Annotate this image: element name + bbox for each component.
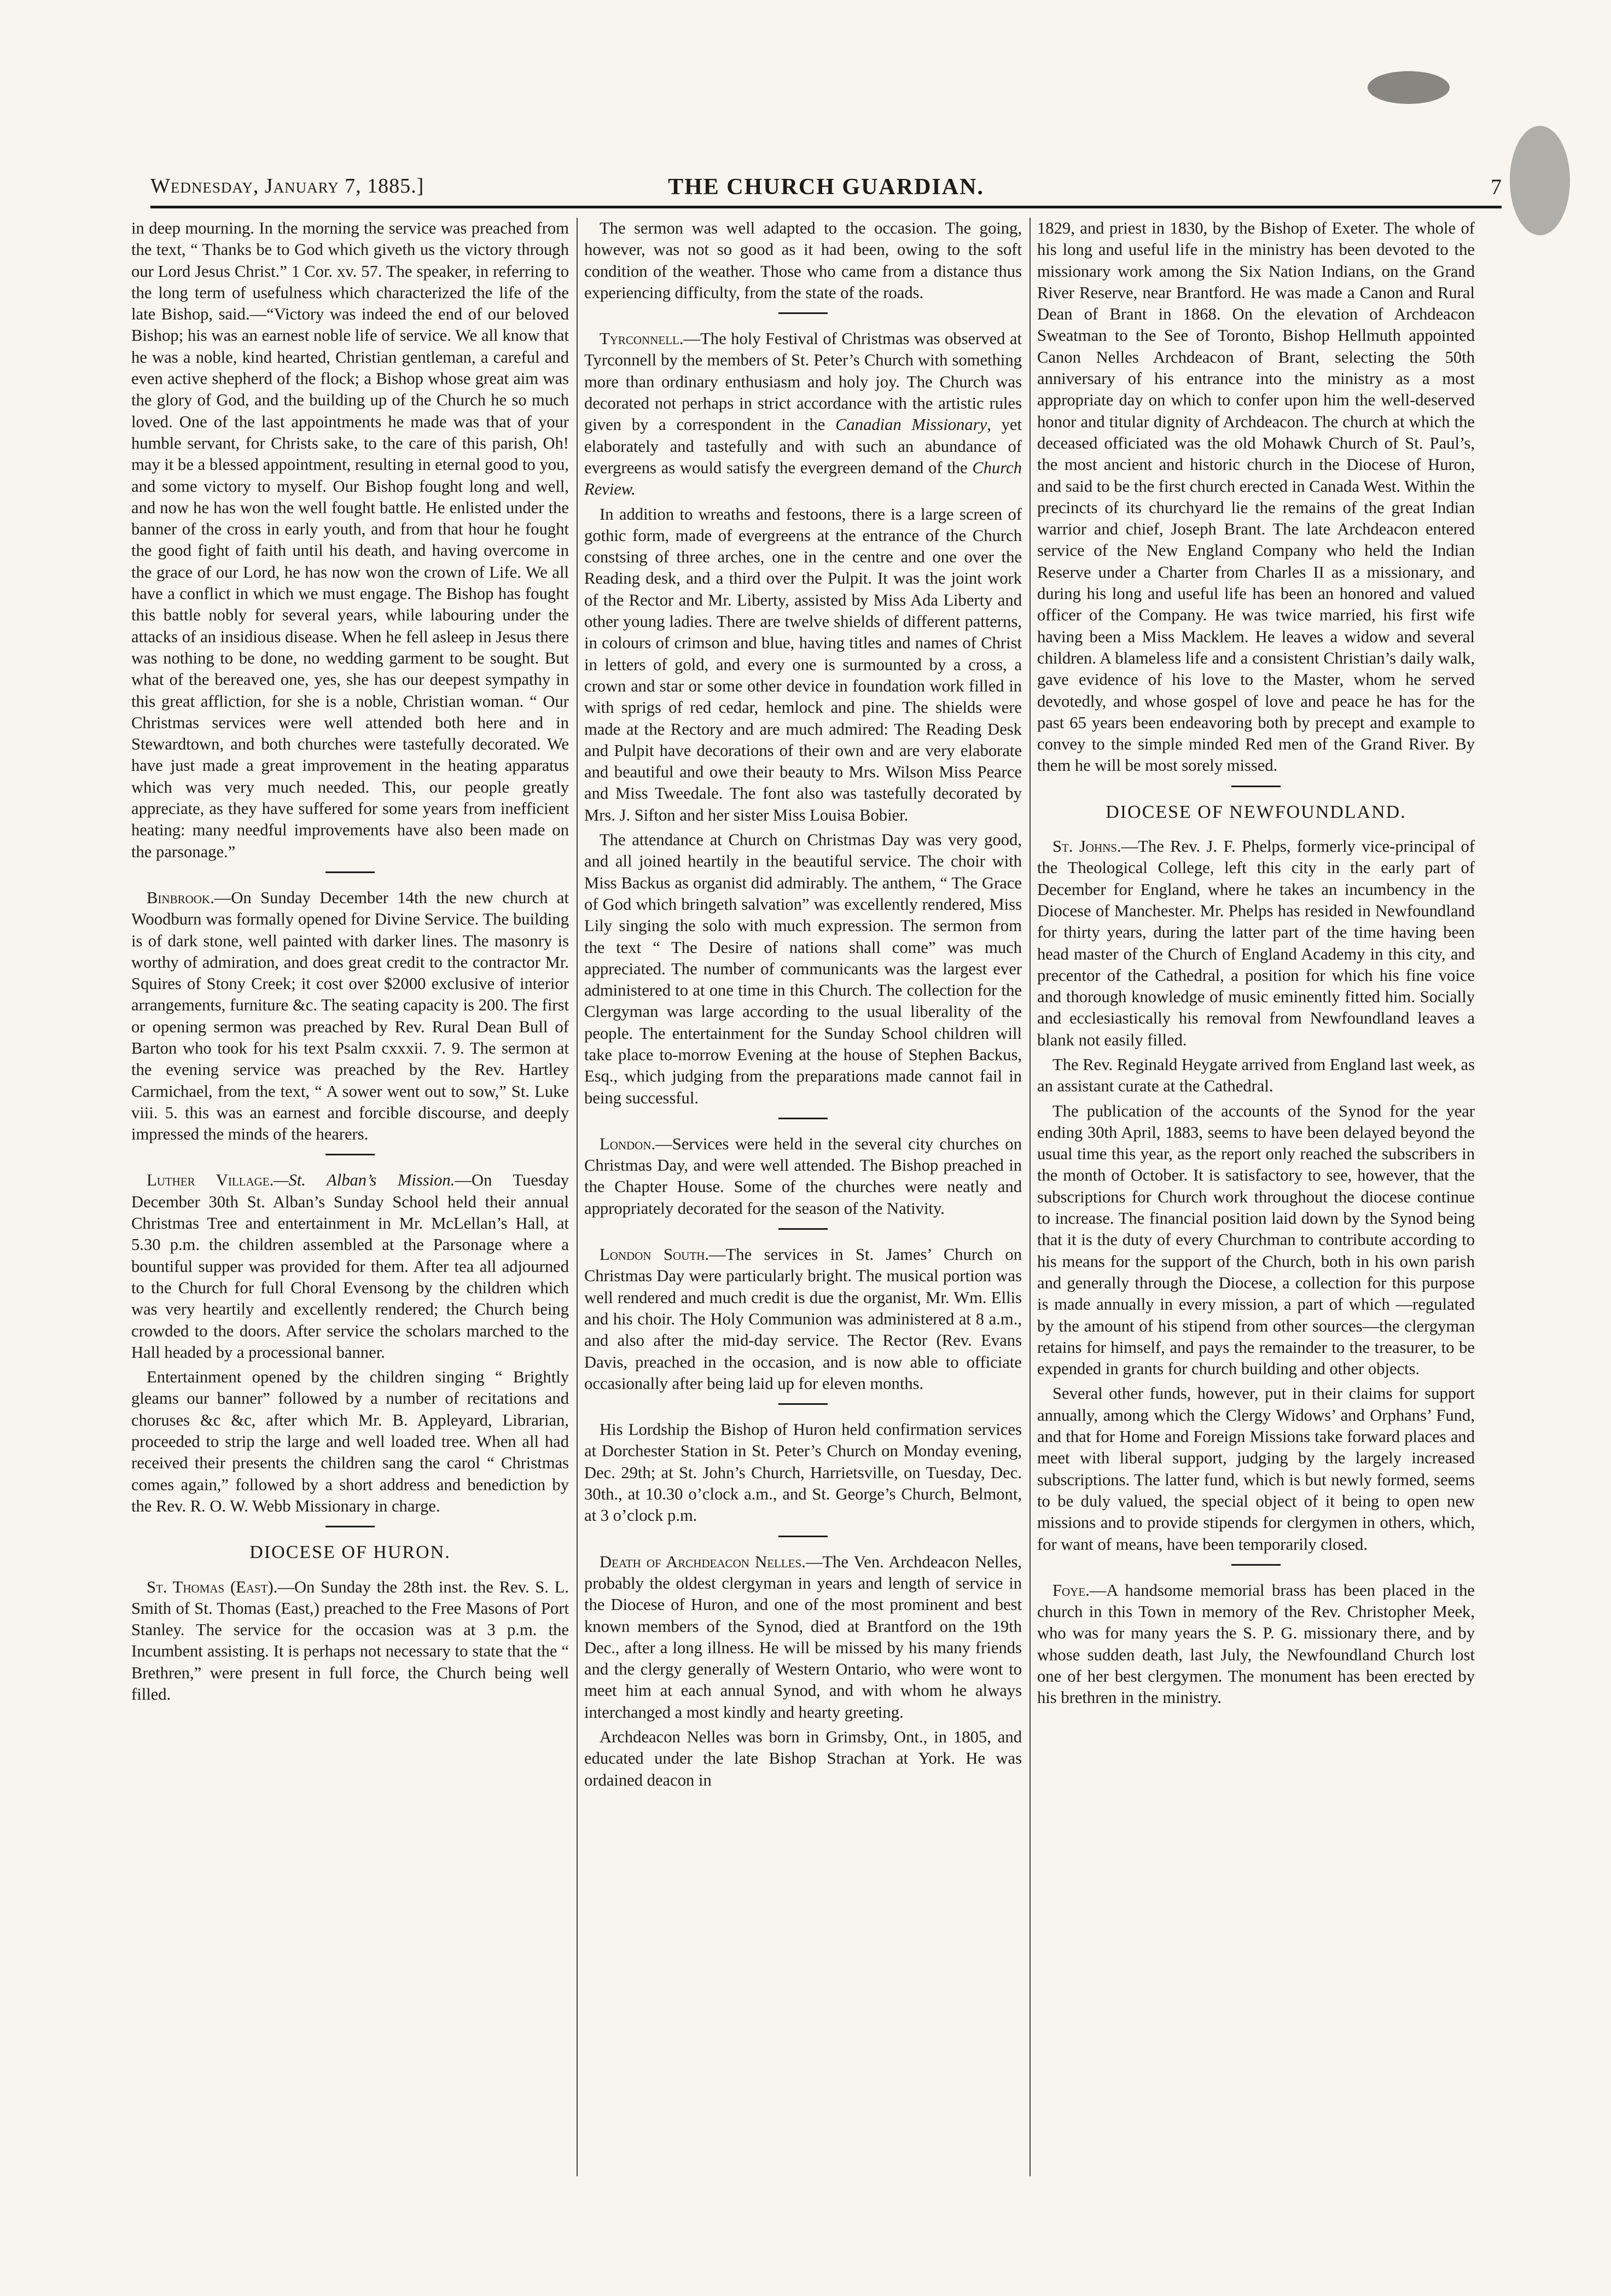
paragraph: [131, 887, 569, 1146]
paragraph: The attendance at Church on Christmas Day was very good, and all joined heartily in the beautiful service. The choir with Miss Backus as organist did admirably. The anthem, “ The Grace of God which bringeth salvation” was excellently rendered, Miss Lily singing the solo with much expression. The sermon from the text “ The Desire of nations shall come” was much appreciated. The number of communicants was the largest ever administered to at one time in this Church. The collection for the Clergyman was large according to the usual liberality of the people. The entertainment for the Sunday School children will take place to-morrow Evening at the house of Stephen Backus, Esq., which judging from the preparations made cannot fail in being successful.: [584, 830, 1022, 1107]
paragraph-text: —On Sunday December 14th the new church at Woodburn was formally opened for Divine Service. The building is of dark stone, well painted with darker lines. The masonry is worthy of admiration, and does great credit to the contractor Mr. Squires of Stony Creek; it cost over $2000 exclusive of interior arrangements, furniture &c. The seating capacity is 200. The first or opening sermon was preached by Rev. Rural Dean Bull of Barton who took for his text Psalm cxxxii. 7. 9. The sermon at the evening service was preached by the Rev. Hartley Carmichael, from the text, “ A sower went out to sow,” St. Luke viii. 5. this was an earnest and forcible discourse, and deeply impressed the minds of the hearers.: [131, 888, 569, 1144]
ink-blot: [1368, 71, 1450, 104]
paragraph: 1829, and priest in 1830, by the Bishop of Exeter. The whole of his long and useful life in the ministry has been devoted to the missionary work among the Six Nation Indians, on the Grand River Reserve, near Brantford. He was made a Canon and Rural Dean of Brant in 1868. On the elevation of Archdeacon Sweatman to the See of Toronto, Bishop Hellmuth appointed Canon Nelles Archdeacon of Brant, selecting the 50th anniversary of his entrance into the ministry as a most appropriate day on which to confer upon him the well-deserved honor and titular dignity of Archdeacon. The church at which the deceased officiated was the old Mohawk Church of St. Paul’s, the most ancient and historic church in the Diocese of Huron, and said to be the first church erected in Canada West. Within the precincts of its churchyard lie the remains of the great Indian warrior and chief, Joseph Brant. The late Archdeacon entered service of the New England Company who held the Indian Reserve under a Charter from Charles II as a missionary, and during his long and useful life has been an honored and valued officer of the Company. He was twice married, his first wife having been a Miss Macklem. He leaves a widow and several children. A blameless life and a consistent Christian’s daily walk, gave evidence of his love to the Master, whom he served devotedly, and whose gospel of love and peace he has for the past 65 years been endeavoring both by precept and example to convey to the simple minded Red men of the Grand River. By them he will be most sorely missed.: [1037, 219, 1475, 775]
section-heading: DIOCESE OF NEWFOUNDLAND.: [1106, 801, 1406, 822]
separator: [325, 1154, 375, 1155]
paragraph: The Rev. Reginald Heygate arrived from England last week, as an assistant curate at the Cathedral.: [1037, 1055, 1475, 1096]
paragraph-text: —The holy Festival of Christmas was observed at Tyrconnell by the members of St. Peter’s Church with something more than ordinary enthusiasm and holy joy. The Church was decorated not perhaps in strict accordance with the artistic rules given by a correspondent in the: [584, 329, 1022, 434]
paragraph: [584, 1551, 1022, 1723]
page-header: [150, 174, 1502, 208]
place-name: Death of Archdeacon Nelles.: [600, 1552, 806, 1571]
separator: [778, 1536, 828, 1537]
place-name: Binbrook.: [147, 888, 214, 907]
paragraph-text: , yet elaborately and tastefully and with such an abundance of evergreens as would satisfy the evergreen demand of the: [584, 415, 1022, 477]
place-name: London.: [600, 1134, 656, 1153]
paragraph: in deep mourning. In the morning the service was preached from the text, “ Thanks be to God which giveth us the victory through our Lord Jesus Christ.” 1 Cor. xv. 57. The speaker, in referring to the long term of usefulness which characterized the life of the late Bishop, said.—“Victory was indeed the end of our beloved Bishop; his was an earnest noble life of service. We all know that he was a noble, kind hearted, Christian gentleman, a careful and even active shepherd of the flock; a Bishop whose great aim was the glory of God, and the building up of the Church he so much loved. One of the last appointments he made was that of your humble servant, for Christs sake, to the care of this parish, Oh! may it be a blessed appointment, resulting in eternal good to you, and some victory to myself. Our Bishop fought long and well, and now he has won the well fought battle. He enlisted under the banner of the cross in early youth, and from that hour he fought the good fight of faith until his death, and having overcome in the grace of our Lord, he has now won the crown of Life. We all have a conflict in which we must engage. The Bishop has fought this battle nobly for several years, while labouring under the attacks of an insidious disease. When he fell asleep in Jesus there was nothing to be done, no wedding garment to be sought. But what of the bereaved one, yes, she has our deepest sympathy in this great affliction, for she is a noble, Christian woman. “ Our Christmas services were well attended both here and in Stewardtown, and both churches were tastefully decorated. We have just made a great improvement in the heating apparatus which was very much needed. This, our people greatly appreciate, as they have suffered for some years from inefficient heating: many needful improvements have also been made on the parsonage.”: [131, 219, 569, 861]
section-heading: DIOCESE OF HURON.: [249, 1542, 451, 1563]
column-middle: [584, 218, 1022, 2176]
column-rule: [1030, 218, 1031, 2176]
paragraph-text: —Services were held in the several city churches on Christmas Day, and were well attended. The Bishop preached in the Chapter House. Some of the churches were neatly and appropriately decorated for the season of the Nativity.: [584, 1134, 1022, 1218]
paragraph: [131, 1170, 569, 1363]
paragraph: [584, 1244, 1022, 1394]
paragraph: [1037, 1580, 1475, 1709]
paragraph: The publication of the accounts of the Synod for the year ending 30th April, 1883, seems to have been delayed beyond the usual time this year, as the report only reached the subscribers in the month of October. It is satisfactory to see, however, that the subscriptions for Church work throughout the diocese continue to increase. The financial position laid down by the Synod being that it is the duty of every Churchman to contribute according to his means for the support of the Church, both in his own parish and generally through the Diocese, a collection for this purpose is made annually in every mission, a part of which —regulated by the amount of his stipend from other sources—the clergyman retains for himself, and pays the remainder to the treasurer, to be expended in grants for church building and other objects.: [1037, 1101, 1475, 1379]
paragraph: [131, 1577, 569, 1706]
column-left: [131, 218, 569, 2176]
paragraph: His Lordship the Bishop of Huron held confirmation services at Dorchester Station in St. Peter’s Church on Monday evening, Dec. 29th; at St. John’s Church, Harrietsville, on Tuesday, Dec. 30th., at 10.30 o’clock a.m., and St. George’s Church, Belmont, at 3 o’clock p.m.: [584, 1420, 1022, 1525]
periodical-name: Church Review.: [584, 458, 1022, 499]
paragraph: Several other funds, however, put in their claims for support annually, among which the Clergy Widows’ and Orphans’ Fund, and that for Home and Foreign Missions take forward places and meet with liberal support, judging by the largely increased subscriptions. The latter fund, which is but newly formed, seems to be duly valued, the special object of it being to open new missions and to provide stipends for clergymen in others, which, for want of means, have been temporarily closed.: [1037, 1384, 1475, 1554]
paragraph-text: —The services in St. James’ Church on Christmas Day were particularly bright. The musical portion was well rendered and much credit is due the organist, Mr. Wm. Ellis and his choir. The Holy Communion was administered at 8 a.m., and also after the mid-day service. The Rector (Rev. Evans Davis, preached in the occasion, and is now able to officiate occasionally after being laid up for eleven months.: [584, 1245, 1022, 1393]
paragraph: Entertainment opened by the children singing “ Brightly gleams our banner” followed by a number of recitations and choruses &c &c, after which Mr. B. Appleyard, Librarian, proceeded to strip the large and well loaded tree. When all had received their presents the children sang the carol “ Christmas comes again,” followed by a short address and benediction by the Rev. R. O. W. Webb Missionary in charge.: [131, 1368, 569, 1515]
place-name: London South.: [600, 1245, 709, 1264]
column-rule: [577, 218, 578, 2176]
paragraph: [1037, 836, 1475, 1051]
paragraph: [584, 1134, 1022, 1219]
column-right: [1037, 218, 1475, 2176]
place-name: St. Thomas (East).: [147, 1577, 278, 1596]
paragraph: Archdeacon Nelles was born in Grimsby, Ont., in 1805, and educated under the late Bishop Strachan at York. He was ordained deacon in: [584, 1728, 1022, 1789]
place-name: Luther Village.: [147, 1171, 274, 1190]
paragraph: In addition to wreaths and festoons, there is a large screen of gothic form, made of evergreens at the entrance of the Church constsing of three arches, one in the centre and one over the Reading desk, and a third over the Pulpit. It was the joint work of the Rector and Mr. Liberty, assisted by Miss Ada Liberty and other young ladies. There are twelve shields of different patterns, in colours of crimson and blue, having titles and names of Christ in letters of gold, and every one is surmounted by a cross, a crown and star or some other device in foundation work filled in with sprigs of red cedar, hemlock and pine. The shields were made at the Rectory and are much admired: The Reading Desk and Pulpit have decorations of their own and are very elaborate and beautiful and owe their beauty to Mrs. Wilson Miss Pearce and Miss Tweedale. The font also was tastefully decorated by Mrs. J. Sifton and her sister Miss Louisa Bobier.: [584, 504, 1022, 824]
paragraph-text: —On Sunday the 28th inst. the Rev. S. L. Smith of St. Thomas (East,) preached to the Free Masons of Port Stanley. The service for the occasion was at 3 p.m. the Incumbent assisting. It is perhaps not necessary to state that the “ Brethren,” were present in full force, the Church being well filled.: [131, 1577, 569, 1704]
place-name: Tyrconnell.: [600, 329, 684, 348]
place-name: St. Johns.: [1052, 837, 1121, 856]
paragraph-text: —The Rev. J. F. Phelps, formerly vice-principal of the Theological College, left this city in the early part of December for England, where he takes an incumbency in the Diocese of Manchester. Mr. Phelps has resided in Newfoundland for thirty years, during the latter part of the time having been head master of the Church of England Academy in this city, and precentor of the Cathedral, a position for which his fine voice and thorough knowledge of music eminently fitted him. Socially and ecclesiastically his removal from Newfoundland leaves a blank not easily filled.: [1037, 837, 1475, 1049]
paragraph-text: —The Ven. Archdeacon Nelles, probably the oldest clergyman in years and length of service in the Diocese of Huron, and one of the most prominent and best known members of the Synod, died at Brantford on the 19th Dec., after a long illness. He will be missed by his many friends and the clergy generally of Western Ontario, who were wont to meet him at each annual Synod, and with whom he always interchanged a most kindly and hearty greeting.: [584, 1552, 1022, 1722]
paragraph-text: —On Tuesday December 30th St. Alban’s Sunday School held their annual Christmas Tree and entertainment in Mr. McLellan’s Hall, at 5.30 p.m. the children assembled at the Parsonage where a bountiful supper was provided for them. After tea all adjourned to the Church for full Choral Evensong by the children which was very heartily and excellently rendered; the Church being crowded to the doors. After service the scholars marched to the Hall headed by a processional banner.: [131, 1171, 569, 1362]
separator: [1231, 1564, 1281, 1566]
paragraph-text: —A handsome memorial brass has been placed in the church in this Town in memory of the Rev. Christopher Meek, who was for many years the S. P. G. missionary there, and by whose sudden death, last July, the Newfoundland Church lost one of her best clergymen. The monument has been erected by his brethren in the ministry.: [1037, 1580, 1475, 1707]
separator: [325, 1526, 375, 1527]
separator: [1231, 786, 1281, 787]
separator: [778, 1403, 828, 1405]
place-name: Foye.: [1052, 1580, 1090, 1600]
separator: [778, 312, 828, 314]
paragraph: The sermon was well adapted to the occasion. The going, however, was not so good as it had been, owing to the soft condition of the weather. Those who came from a distance thus experiencing difficulty, from the state of the roads.: [584, 219, 1022, 302]
page-number: 7: [1491, 175, 1502, 199]
ink-blot: [1510, 126, 1570, 235]
separator: [778, 1228, 828, 1230]
separator: [778, 1118, 828, 1119]
paragraph: [584, 328, 1022, 500]
periodical-name: Canadian Missionary: [835, 415, 987, 434]
mission-name: —St. Alban’s Mission.: [274, 1171, 455, 1190]
separator: [325, 871, 375, 873]
masthead-title: THE CHURCH GUARDIAN.: [668, 175, 984, 200]
header-date: Wednesday, January 7, 1885.]: [150, 175, 424, 197]
